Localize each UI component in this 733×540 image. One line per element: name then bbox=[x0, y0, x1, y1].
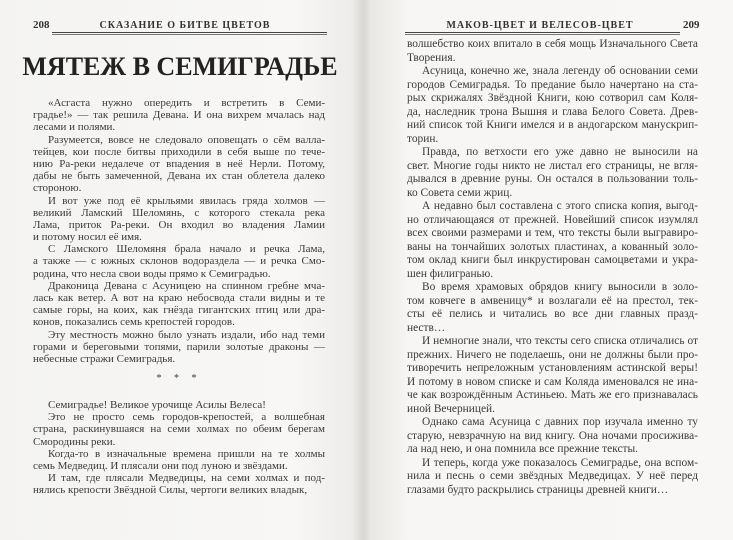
chapter-title: МЯТЕЖ В СЕМИГРАДЬЕ bbox=[22, 52, 338, 81]
text-line: страна, раскинувшаяся на семи холмах по обеим берегам bbox=[33, 423, 325, 436]
paragraph bbox=[407, 335, 698, 416]
text-line: И там, где плясали Медведицы, на семи холмах и под- bbox=[48, 472, 325, 485]
text-line: Это не просто семь городов-крепостей, а волшебная bbox=[48, 411, 325, 424]
text-line: ко Совета семи жриц. bbox=[407, 186, 513, 199]
paragraph bbox=[407, 457, 698, 498]
text-line: горами и береговыми топями, парили золотые драконы — bbox=[33, 340, 325, 353]
text-line: Когда-то в изначальные времена пришли на те холмы bbox=[48, 447, 325, 460]
section-separator: * * * bbox=[156, 373, 202, 384]
running-title-left: СКАЗАНИЕ О БИТВЕ ЦВЕТОВ bbox=[99, 20, 271, 31]
paragraph bbox=[33, 411, 325, 448]
text-line: семь Медведиц. И плясали они под луною и звёздами. bbox=[33, 459, 288, 472]
paragraph bbox=[33, 280, 325, 329]
text-line: иной Вечерницей. bbox=[407, 402, 495, 415]
paragraph bbox=[33, 97, 325, 134]
paragraph bbox=[33, 448, 325, 472]
text-line: свет. Многие годы никто не листал его страницы, не вгля- bbox=[407, 159, 698, 172]
paragraph bbox=[33, 399, 325, 411]
text-line: том оклад книги был инкрустирован самоцветами и укра- bbox=[407, 254, 698, 266]
text-line: шен филигранью. bbox=[407, 267, 494, 280]
text-line: дабы не быть замеченной, Девана их стан облетела далеко bbox=[33, 170, 325, 183]
left-text-part2 bbox=[33, 399, 325, 497]
paragraph bbox=[407, 416, 698, 457]
text-line: Семиградье! Великое урочище Асилы Велеса! bbox=[48, 399, 266, 411]
text-line: тейцев, кои после битвы приходили в себя выше по тече- bbox=[33, 145, 325, 158]
header-rule-left bbox=[52, 32, 327, 35]
text-line: тиворечить непреложным установлениям астинской веры! bbox=[407, 362, 698, 374]
text-line: родина, что несла свои воды прямо к Семиградью. bbox=[33, 267, 271, 280]
text-line: да, наследник трона Вышня и глава Белого Совета. Древ- bbox=[407, 105, 698, 118]
text-line: Смородины реки. bbox=[33, 435, 116, 448]
text-line: и потому носил её имя. bbox=[33, 231, 142, 244]
text-line: И вот уже под её крыльями явилась гряда холмов — bbox=[48, 194, 325, 207]
header-rule-right bbox=[405, 32, 680, 35]
text-line: Во время храмовых обрядов книгу выносили в золо- bbox=[422, 281, 698, 293]
text-line: глазами будто раскрылись страницы древней книги… bbox=[407, 483, 669, 496]
text-line: всех своими размерами и тем, что тексты были выгравиро- bbox=[407, 227, 698, 239]
text-line: И теперь, когда уже показалось Семиградье, она вспом- bbox=[422, 456, 698, 469]
text-line: С Ламского Шеломяня брала начало и речка Лама, bbox=[48, 243, 325, 256]
text-line: Асуница, конечно же, знала легенду об основании семи bbox=[422, 65, 698, 77]
text-line: Лама, приток Ра-реки. Он входил во владения Ламии bbox=[33, 218, 325, 231]
text-line: че как возрождённым Астиньею. Мать же его признавалась bbox=[407, 389, 698, 401]
page-number-left: 208 bbox=[33, 19, 50, 31]
right-text bbox=[407, 38, 698, 497]
text-line: но отличающаяся от прежней. Новейший список изумлял bbox=[407, 213, 698, 226]
text-line: И потому в новом списке и сам Коляда именовался не ина- bbox=[407, 375, 698, 388]
text-line: городов Семиградья. То предание было начертано на ста- bbox=[407, 78, 698, 91]
text-line: старую, невзрачную на вид книгу. Она ночами просижива- bbox=[407, 429, 698, 442]
text-line: волшебство коих впитало в себя мощь Изначального Света bbox=[407, 38, 698, 50]
text-line: лесами и полями. bbox=[33, 121, 116, 134]
paragraph bbox=[33, 472, 325, 496]
paragraph bbox=[33, 195, 325, 244]
text-line: нию Ра-реки недалече от впадения в неё Нерли. Потому, bbox=[33, 157, 325, 170]
text-line: том ковчеге в амвеницу* и возлагали её на престол, тек- bbox=[407, 294, 698, 307]
text-line: А недавно был составлена с этого списка копия, выгод- bbox=[422, 200, 698, 212]
text-line: градье!» — так решила Девана. И она вихрем мчалась над bbox=[33, 109, 325, 122]
text-line: неств… bbox=[407, 321, 446, 334]
text-line: торин. bbox=[407, 132, 439, 145]
text-line: небесные стражи Семиградья. bbox=[33, 352, 176, 365]
text-line: прежних. Ничего не поделаешь, они не должны были про- bbox=[407, 348, 698, 361]
paragraph bbox=[33, 329, 325, 366]
text-line: ваны на тончайших золотых пластинах, а кованный золо- bbox=[407, 240, 698, 253]
running-title-right: МАКОВ-ЦВЕТ И ВЕЛЕСОВ-ЦВЕТ bbox=[446, 20, 634, 31]
text-line: великий Ламский Шеломянь, с которого стекала река bbox=[33, 206, 325, 219]
text-line: рых скрижалях Звёздной Книги, кою сотворил сам Коля- bbox=[407, 92, 698, 104]
paragraph bbox=[407, 146, 698, 200]
left-text-part1 bbox=[33, 97, 325, 365]
page-number-right: 209 bbox=[683, 19, 700, 31]
text-line: сты её пелись и читались во все дни главных празд- bbox=[407, 308, 698, 320]
text-line: «Асгаста нужно опередить и встретить в Семи- bbox=[48, 97, 325, 109]
paragraph bbox=[407, 38, 698, 65]
text-line: дывался в древние руны. Он остался в пользовании толь- bbox=[407, 173, 698, 185]
paragraph bbox=[407, 281, 698, 335]
paragraph bbox=[33, 134, 325, 195]
text-line: Драконица Девана с Асуницею на спинном гребне мча- bbox=[48, 279, 325, 292]
text-line: И немногие знали, что тексты сего списка отличались от bbox=[422, 335, 698, 347]
text-line: Разумеется, вовсе не следовало оповещать о сём валла- bbox=[48, 133, 325, 146]
text-line: нила и песнь о семи звёздных Медведицах. У неё перед bbox=[407, 470, 698, 482]
text-line: лась как ветер. А вот на краю небосвода стали видны и те bbox=[33, 292, 325, 304]
paragraph bbox=[407, 200, 698, 281]
paragraph bbox=[407, 65, 698, 146]
text-line: Однако сама Асуница с давних пор изучала именно ту bbox=[422, 416, 698, 428]
text-line: ний список той Книги имелся и в андогарском манускрип- bbox=[407, 119, 698, 131]
text-line: Эту местность можно было узнать издали, ибо над теми bbox=[48, 328, 325, 341]
paragraph bbox=[33, 243, 325, 280]
text-line: конов, показались семь крепостей городов. bbox=[33, 316, 235, 329]
text-line: а также — с южных склонов водораздела — и речка Смо- bbox=[33, 255, 325, 268]
text-line: нялись крепости Звёздной Силы, чертоги великих владык, bbox=[33, 484, 308, 497]
text-line: ла над нею, и она помнила все прежние тексты. bbox=[407, 443, 638, 455]
text-line: Творения. bbox=[407, 51, 456, 64]
text-line: самые горы, на коих, как гнёзда гигантских птиц или дра- bbox=[33, 304, 325, 317]
text-line: Правда, по ветхости его уже давно не выносили на bbox=[422, 146, 698, 158]
text-line: стороною. bbox=[33, 182, 82, 195]
